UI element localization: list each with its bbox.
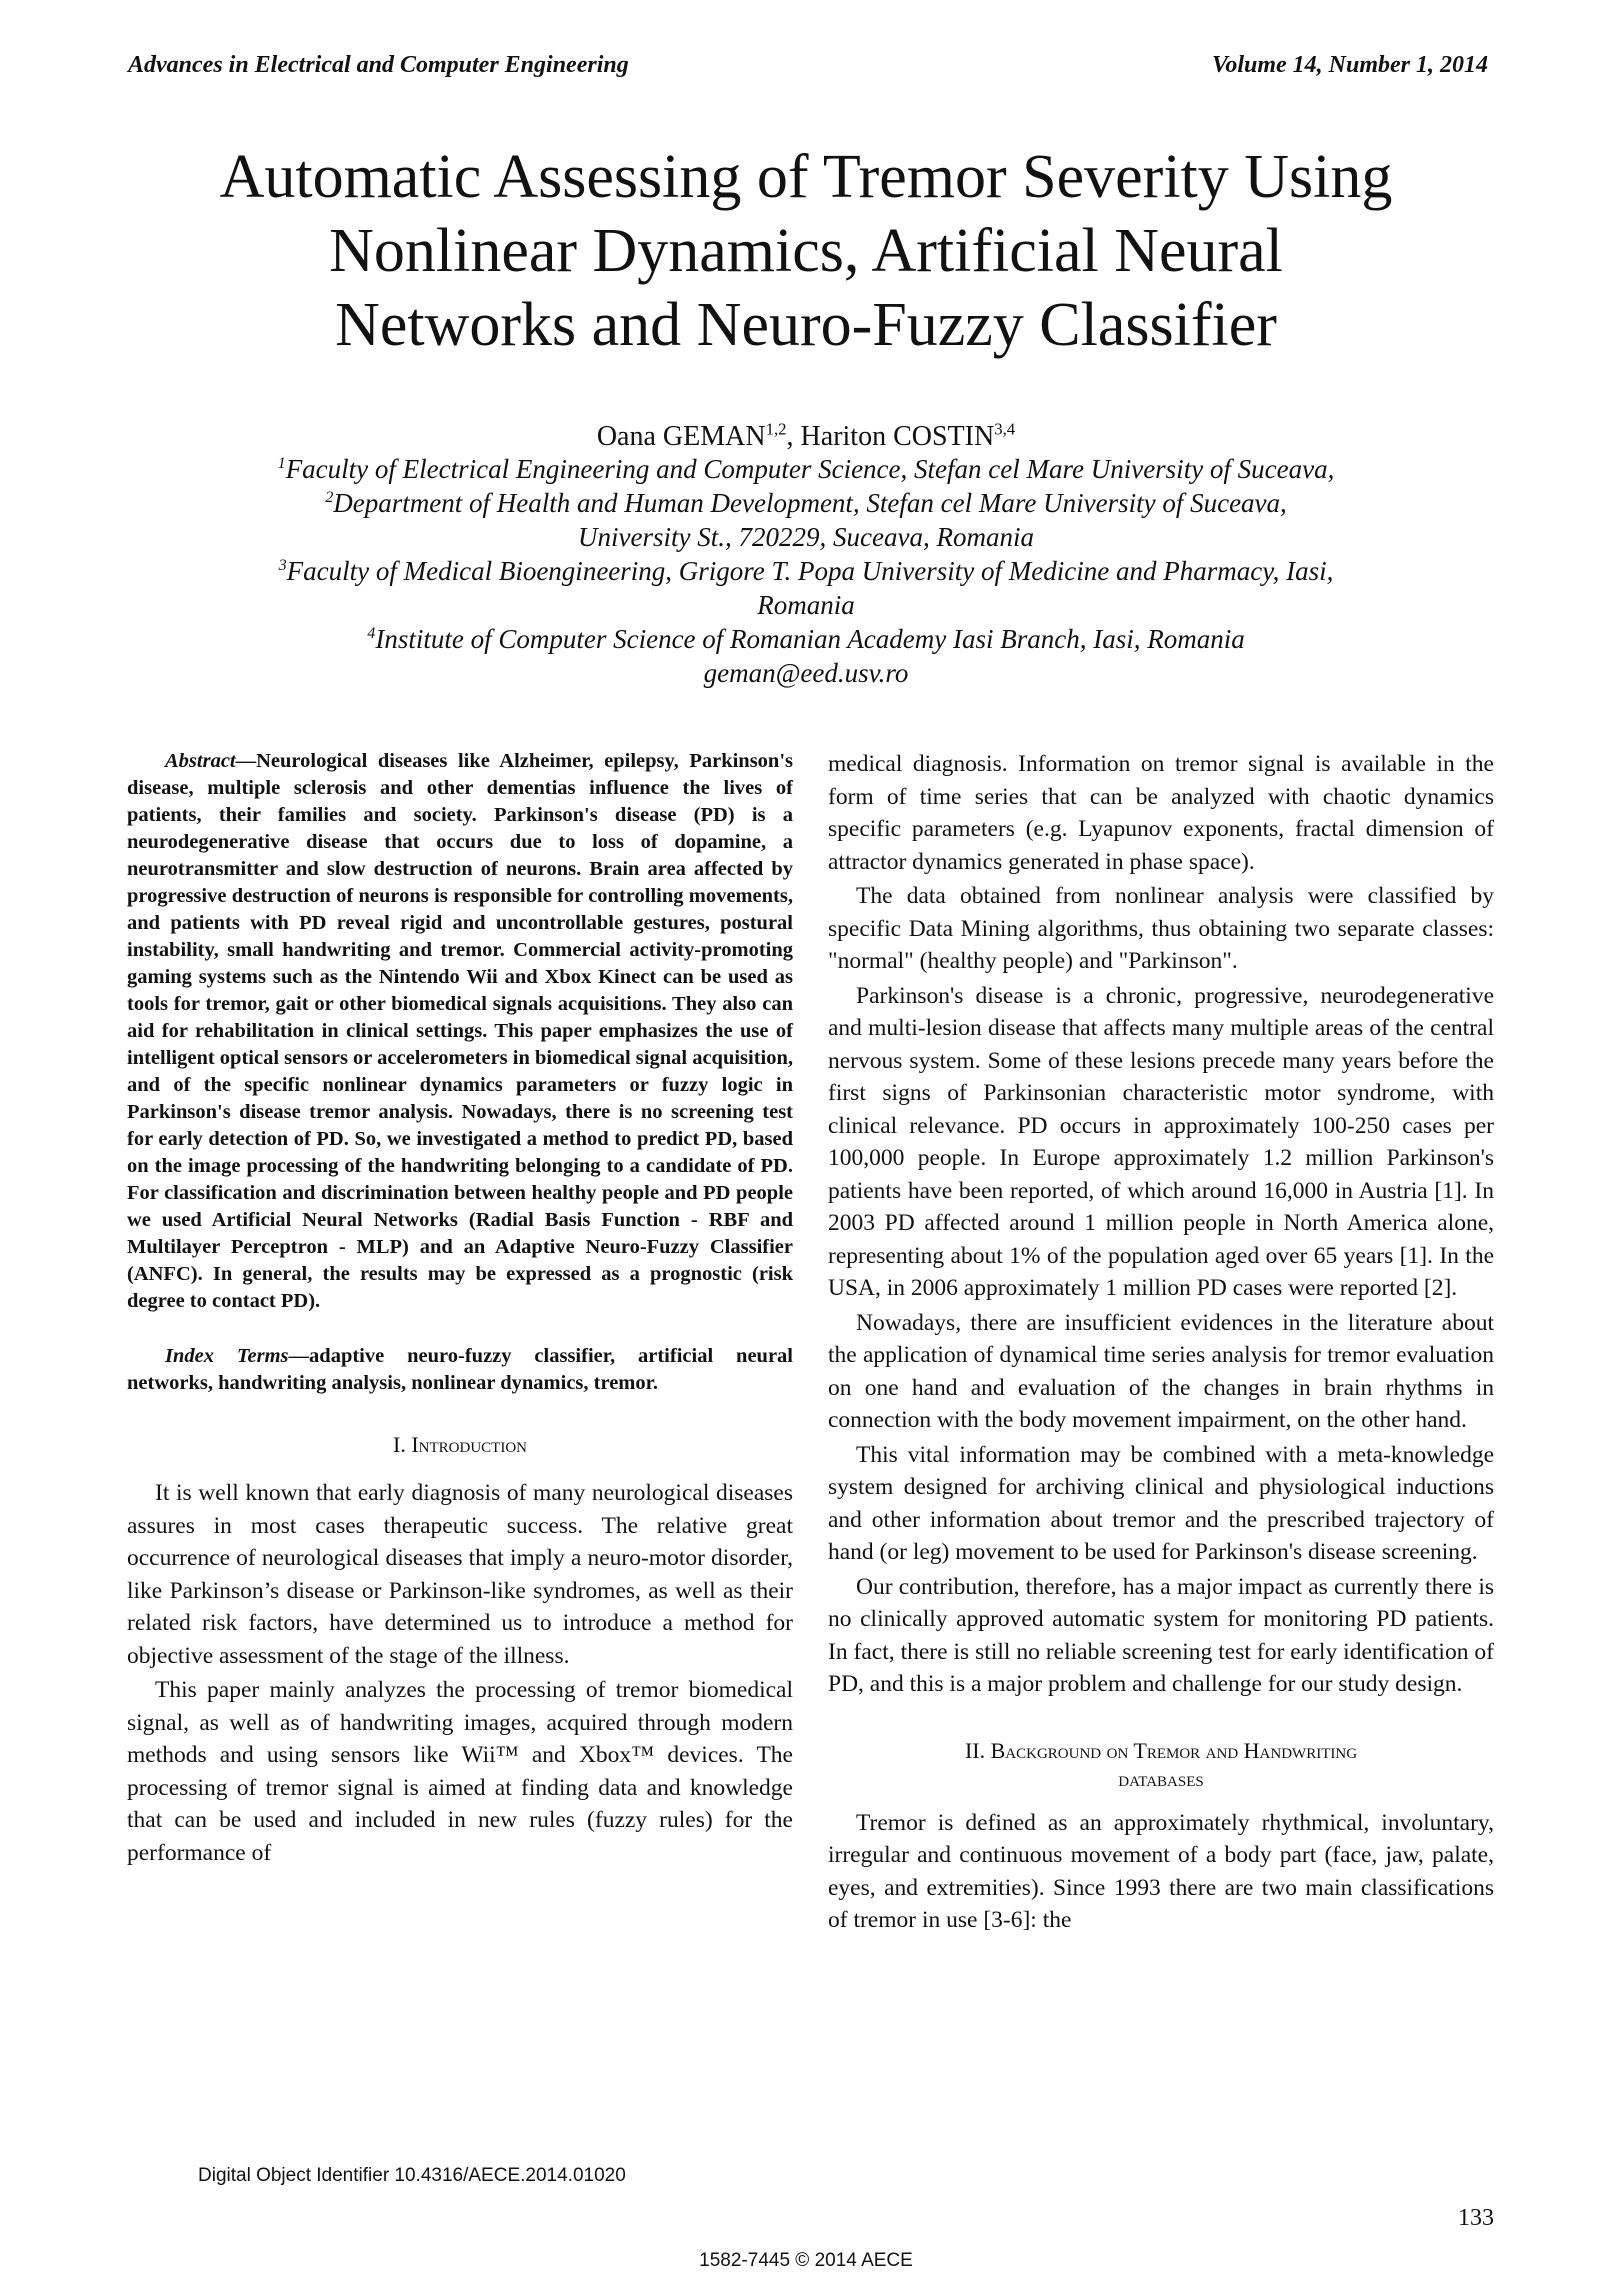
intro-paragraph-2: This paper mainly analyzes the processing of tremor biomedical signal, as well as of handwriting images, acquired through modern methods and using sensors like Wii™ and Xbox™ devices. The processing of tremor signal is aimed at finding data and knowledge that can be used and included in new rules (fuzzy rules) for the performance of [127,1677,793,1866]
affiliation-3-cont: Romania [757,590,855,620]
affiliation-2 [140,486,1472,520]
author-2: Hariton COSTIN [800,421,995,452]
affiliation-4 [140,622,1472,656]
title-line-1: Automatic Assessing of Tremor Severity Using [219,143,1393,211]
index-terms-lead: Index Terms [165,1345,289,1367]
right-column [828,748,1494,1937]
paper-title [140,140,1472,362]
affiliations [140,452,1472,690]
issn-footer: 1582-7445 © 2014 AECE [699,2250,913,2271]
right-paragraph-5: This vital information may be combined with a meta-knowledge system designed for archiving clinical and physiological inductions and other information about tremor and the prescribed trajectory of hand (or leg) movement to be used for Parkinson's disease screening. [828,1441,1494,1565]
author-1-sup: 1,2 [765,419,787,439]
section-2-heading-line-2: databases [1118,1765,1204,1791]
author-2-sup: 3,4 [994,419,1016,439]
abstract-lead: Abstract [165,750,236,772]
index-terms [127,1343,793,1397]
affiliation-1-text: Faculty of Electrical Engineering and Computer Science, Stefan cel Mare University of Suceava, [285,454,1335,484]
affiliation-1 [140,452,1472,486]
abstract-text: —Neurological diseases like Alzheimer, epilepsy, Parkinson's disease, multiple sclerosis and other dementias influence the lives of patients, their families and society. Parkinson's disease (PD) is a neurodegenerative disease that occurs due to loss of dopamine, a neurotransmitter and slow destruction of neurons. Brain area affected by progressive destruction of neurons is responsible for controlling movements, and patients with PD reveal rigid and uncontrollable gestures, postural instability, small handwriting and tremor. Commercial activity-promoting gaming systems such as the Nintendo Wii and Xbox Kinect can be used as tools for tremor, gait or other biomedical signals acquisitions. They also can aid for rehabilitation in clinical settings. This paper emphasizes the use of intelligent optical sensors or accelerometers in biomedical signal acquisition, and of the specific nonlinear dynamics parameters or fuzzy logic in Parkinson's disease tremor analysis. Nowadays, there is no screening test for early detection of PD. So, we investigated a method to predict PD, based on the image processing of the handwriting belonging to a candidate of PD. For classification and discrimination between healthy people and PD people we used Artificial Neural Networks (Radial Basis Function - RBF and Multilayer Perceptron - MLP) and an Adaptive Neuro-Fuzzy Classifier (ANFC). In general, the results may be expressed as a prognostic (risk degree to contact PD). [127,750,794,1312]
intro-paragraph-1: It is well known that early diagnosis of many neurological diseases assures in most cases therapeutic success. The relative great occurrence of neurological diseases that imply a neuro-motor disorder, like Parkinson’s disease or Parkinson-like syndromes, as well as their related risk factors, have determined us to introduce a method for objective assessment of the stage of the illness. [127,1480,793,1669]
section-2-heading-line-1: II. Background on Tremor and Handwriting [964,1737,1358,1763]
right-paragraph-3: Parkinson's disease is a chronic, progressive, neurodegenerative and multi-lesion disease that affects many multiple areas of the central nervous system. Some of these lesions precede many years before the first signs of Parkinsonian characteristic motor syndrome, with clinical relevance. PD occurs in approximately 100-250 cases per 100,000 people. In Europe approximately 1.2 million Parkinson's patients have been reported, of which around 16,000 in Austria [1]. In 2003 PD affected around 1 million people in North America alone, representing about 1% of the population aged over 65 years [1]. In the USA, in 2006 approximately 1 million PD cases were reported [2]. [828,982,1494,1301]
affiliation-1-sup: 1 [277,454,286,472]
left-column [127,748,793,1869]
affiliation-2-cont: University St., 720229, Suceava, Romania [578,522,1034,552]
right-paragraph-7: Tremor is defined as an approximately rhythmical, involuntary, irregular and continuous movement of a body part (face, jaw, palate, eyes, and extremities). Since 1993 there are two main classifications of tremor in use [3-6]: the [828,1809,1494,1933]
affiliation-2-sup: 2 [325,488,334,506]
volume-info: Volume 14, Number 1, 2014 [1211,52,1488,78]
affiliation-2-text: Department of Health and Human Development, Stefan cel Mare University of Suceava, [333,488,1287,518]
title-line-2: Nonlinear Dynamics, Artificial Neural [329,217,1283,285]
right-paragraph-2: The data obtained from nonlinear analysis were classified by specific Data Mining algorithms, thus obtaining two separate classes: "normal" (healthy people) and "Parkinson". [828,883,1494,974]
abstract [127,748,793,1315]
section-heading-introduction: I. Introduction [393,1432,527,1457]
index-terms-text: —adaptive neuro-fuzzy classifier, artificial neural networks, handwriting analysis, nonlinear dynamics, tremor. [127,1345,794,1394]
right-paragraph-4: Nowadays, there are insufficient evidences in the literature about the application of dynamical time series analysis for tremor evaluation on one hand and evaluation of the changes in brain rhythms in connection with the body movement impairment, on the other hand. [828,1309,1494,1433]
doi-footer: Digital Object Identifier 10.4316/AECE.2014.01020 [198,2165,626,2186]
affiliation-3 [140,554,1472,588]
right-paragraph-6: Our contribution, therefore, has a major impact as currently there is no clinically approved automatic system for monitoring PD patients. In fact, there is still no reliable screening test for early identification of PD, and this is a major problem and challenge for our study design. [828,1573,1494,1697]
author-email: geman@eed.usv.ro [703,658,909,688]
page-number: 133 [1458,2205,1494,2231]
affiliation-3-text: Faculty of Medical Bioengineering, Grigore T. Popa University of Medicine and Pharmacy, Iasi, [286,556,1334,586]
author-1: Oana GEMAN [596,421,766,452]
author-list [140,420,1472,454]
affiliation-4-text: Institute of Computer Science of Romanian Academy Iasi Branch, Iasi, Romania [375,624,1245,654]
affiliation-3-sup: 3 [278,556,287,574]
title-line-3: Networks and Neuro-Fuzzy Classifier [335,291,1277,359]
right-paragraph-1: medical diagnosis. Information on tremor signal is available in the form of time series that can be analyzed with chaotic dynamics specific parameters (e.g. Lyapunov exponents, fractal dimension of attractor dynamics generated in phase space). [828,751,1494,875]
journal-name: Advances in Electrical and Computer Engineering [128,52,629,78]
affiliation-4-sup: 4 [367,624,376,642]
author-separator: , [786,421,801,452]
section-heading-background [828,1737,1494,1793]
